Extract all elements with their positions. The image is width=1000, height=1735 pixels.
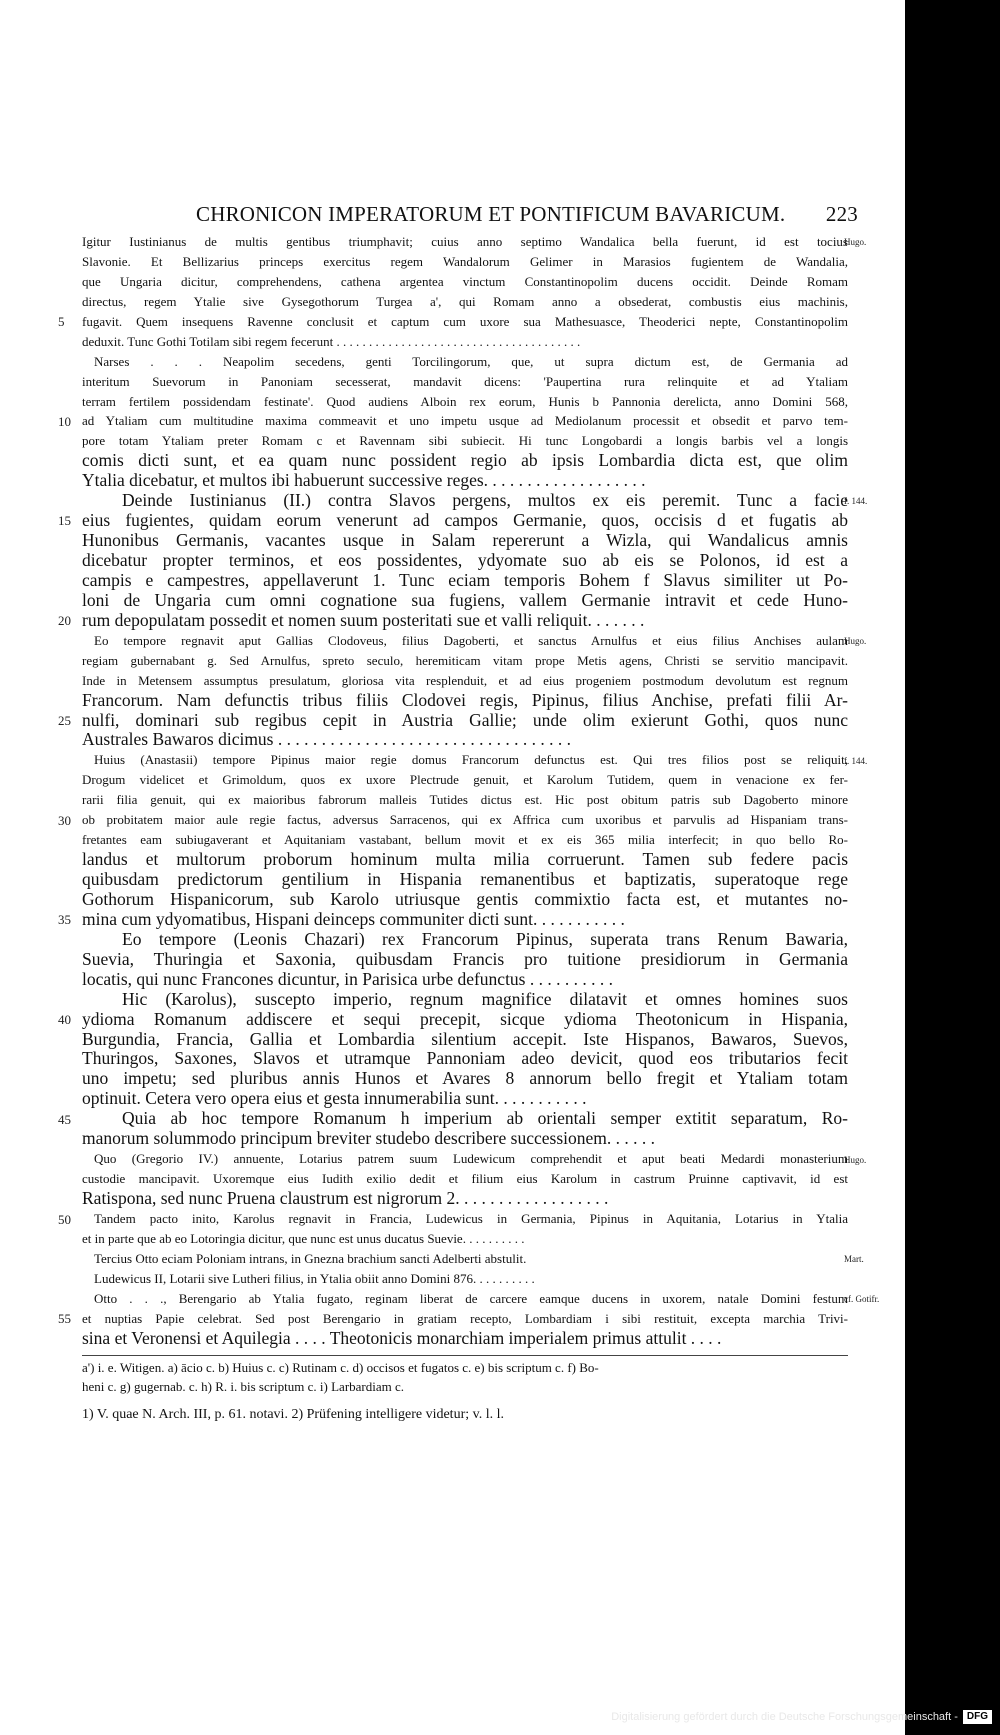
text-line: Ratispona, sed nunc Pruena claustrum est nigrorum 2. . . . . . . . . . . . . . . . . . [82,1189,609,1208]
text-line: Australes Bawaros dicimus . . . . . . . . . . . . . . . . . . . . . . . . . . . . . . . . . . [82,730,571,750]
chronicle-text [82,232,848,1349]
text-line: Huius (Anastasii) tempore Pipinus maior regie domus Francorum defunctus est. Qui tres filios post se reliquit, [94,752,848,768]
text-line: fugavit. Quem insequens Ravenne conclusit et captum cum uxore sua Mathesuasce, Theoderici nepte, Constantinopolim [82,313,848,329]
text-line: eius fugientes, quidam eorum venerunt ad campos Germanie, quos, occisis d et fugatis ab [82,511,848,531]
text-line: Burgundia, Francia, Gallia et Lombardia silentium accepit. Iste Hispanos, Bawaros, Suevos, [82,1029,848,1049]
margin-source-note: Mart. [844,1254,864,1265]
notes-separator [82,1355,848,1356]
line-number: 30 [58,812,71,828]
text-line: ydioma Romanum addiscere et sequi precepit, sicque ydioma Theotonicum in Hispania, [82,1009,848,1029]
text-line: quibusdam predictorum gentilium in Hispania remanentibus et baptizatis, superatoque rege [82,870,848,889]
text-line: Suevia, Thuringia et Saxonia, quibusdam Francis pro tuitione presidiorum in Germania [82,949,848,969]
text-line: Drogum videlicet et Grimoldum, quos ex uxore Plectrude genuit, et Karolum Tutidem, quem in venacione ex fer- [82,772,848,788]
text-line: Eo tempore regnavit aput Gallias Clodoveus, filius Dagoberti, et sanctus Arnulfus et eius filius Anchises aulam [94,632,848,648]
line-number: 55 [58,1311,71,1327]
running-title: CHRONICON IMPERATORUM ET PONTIFICUM BAVARICUM. [196,202,786,226]
line-number: 50 [58,1211,71,1227]
text-line: campis e campestres, appellaverunt 1. Tunc eciam temporis Bohem f Slavus similiter ut Po- [82,570,848,590]
text-line: Slavonie. Et Bellizarius princeps exercitus regem Wandalorum Gelimer in Marasios fugientem de Wandalia, [82,253,848,269]
margin-source-note: f. 144. [844,755,868,766]
text-line: Hunonibus Germanis, vacantes usque in Salam repererunt a Wizla, qui Wandalicus amnis [82,531,848,551]
text-line: Deinde Iustinianus (II.) contra Slavos pergens, multos ex eis peremit. Tunc a facie [122,491,848,511]
text-line: Tercius Otto eciam Poloniam intrans, in Gnezna brachium sancti Adelberti abstulit. [94,1250,527,1266]
text-line: dicebatur propter terminos, et eos possidentes, ydyomate suo ab eis se Polonos, id est a [82,551,848,570]
line-number: 15 [58,513,71,529]
text-line: Eo tempore (Leonis Chazari) rex Francorum Pipinus, superata trans Renum Bawaria, [122,929,848,949]
text-line: que Ungaria dicitur, comprehendens, cathena argentea vinctum Constantinopolim ducens occidit. Deinde Romam [82,273,848,289]
text-line: terram fertilem possidendam festinate'. Quod audiens Alboin rex eorum, Hunis b Pannonia derelicta, anno Domini 568, [82,393,848,409]
margin-source-note: Hugo. [844,1154,867,1165]
line-number: 40 [58,1012,71,1028]
line-number: 5 [58,313,65,329]
margin-source-note: Hugo. [844,237,867,247]
text-line: Gothorum Hispanicorum, sub Karolo utriusque gentis commixtio facta est, et mutantes no- [82,889,848,909]
text-line: regiam gubernabant g. Sed Arnulfus, spreto seculo, heremiticam vitam prope Metis agens, Christi se servitio mancipavit. [82,652,848,668]
dfg-logo: DFG [963,1710,992,1724]
text-line: Otto . . ., Berengario ab Ytalia fugato, reginam liberat de carcere eamque ducens in uxorem, natale Domini festum [94,1290,848,1306]
text-line: landus et multorum proborum hominum multa milia corruerunt. Tamen sub federe pacis [82,850,848,870]
text-line: Quia ab hoc tempore Romanum h imperium ab orientali semper extitit separatum, Ro- [122,1109,848,1129]
text-line: Igitur Iustinianus de multis gentibus triumphavit; cuius anno septimo Wandalica bella fuerunt, id est tocius [82,234,848,249]
margin-source-note: cf. Gotifr. [844,1294,880,1305]
text-line: et nuptias Papie celebrat. Sed post Berengario in gratiam recepto, Lombardiam i sibi restituit, excepta marchia Trivi- [82,1310,848,1326]
text-line: Narses . . . Neapolim secedens, genti Torcilingorum, que, ut supra dictum est, de Germania ad [94,353,848,369]
text-line: Ludewicus II, Lotarii sive Lutheri filius, in Ytalia obiit anno Domini 876. . . . . . . . . . [94,1270,535,1286]
text-line: Quo (Gregorio IV.) annuente, Lotarius patrem suum Ludewicum comprehendit et aput beati Medardi monasterium [94,1151,848,1167]
text-line: Francorum. Nam defunctis tribus filiis Clodovei regis, Pipinus, filius Anchise, prefati filii Ar- [82,690,848,710]
text-line: comis dicti sunt, et ea quam nunc possident regio ab ipsis Lombardia dicta est, que olim [82,451,848,471]
line-number: 45 [58,1111,71,1127]
text-line: locatis, qui nunc Francones dicuntur, in Parisica urbe defunctus . . . . . . . . . . [82,969,613,989]
text-line: loni de Ungaria cum omni cognatione sua fugiens, vallem Germanie intravit et cede Huno- [82,590,848,610]
variant-note-line: a') i. e. Witigen. a) ācio c. b) Huius c. c) Rutinam c. d) occisos et fugatos c. e) bis scriptum c. f) Bo- [82,1360,599,1375]
text-line: directus, regem Ytalie sive Gysegothorum Turgea a', qui Romam anno a obsederat, combustis eius machinis, [82,293,848,309]
line-number: 20 [58,613,71,629]
text-line: interitum Suevorum in Panoniam secesserat, mandavit dicens: 'Paupertina rura relinquite et ad Ytaliam [82,373,848,389]
text-line: deduxit. Tunc Gothi Totilam sibi regem fecerunt . . . . . . . . . . . . . . . . . . . . . . . . . . . . . . . . . . . . . . [82,333,581,349]
text-line: Thuringos, Saxones, Slavos et utramque Pannoniam adeo devicit, quod eos tributarios fecit [82,1049,848,1069]
line-number: 35 [58,912,71,928]
text-line: Hic (Karolus), suscepto imperio, regnum magnifice dilatavit et omnes homines suos [122,989,848,1009]
text-line: ad Ytaliam cum multitudine maxima commeavit et uno impetu usque ad Mediolanum processit et obsedit et parvo tem- [82,413,848,429]
margin-source-note: Hugo. [844,636,867,646]
digitization-credit [611,1709,992,1725]
text-line: mina cum ydyomatibus, Hispani deinceps communiter dicti sunt. . . . . . . . . . . [82,909,625,929]
text-line: nulfi, dominari sub regibus cepit in Austria Gallie; unde olim exierunt Gothi, quos nunc [82,710,848,730]
text-line: pore totam Ytaliam preter Romam c et Ravennam sibi subiecit. Hi tunc Longobardi a longis barbis vel a longis [82,433,848,449]
text-line: Tandem pacto inito, Karolus regnavit in Francia, Ludewicus in Germania, Pipinus in Aquitania, Lotarius in Ytalia [94,1210,848,1226]
line-number: 10 [58,413,71,429]
text-line: rarii filia genuit, qui ex maioribus fabrorum malleis Tutides dictus est. Hic post obitum patris sub Dagoberto minore [82,792,848,808]
text-line: Inde in Metensem assumptus presulatum, gloriosa vita resplenduit, et ad eius progeniem postmodum devolutum est regnum [82,672,848,688]
text-line: ob probitatem maior aule regie factus, adversus Sarracenos, qui ex Affrica cum uxoribus et parvulis ad Hispaniam trans- [82,812,848,828]
variant-notes [82,1358,848,1396]
margin-source-note: f. 144. [844,496,868,507]
text-line: fretantes eam subiugaverant et Aquitaniam vastabant, bellum movit et ex eis 365 milia interfecit; in quo bello Ro- [82,832,848,848]
variant-note-line: heni c. g) gugernab. c. h) R. i. bis scriptum c. i) Larbardiam c. [82,1379,405,1394]
text-line: sina et Veronensi et Aquilegia . . . . Theotonicis monarchiam imperialem primus attulit . . . . [82,1328,722,1348]
footnotes: 1) V. quae N. Arch. III, p. 61. notavi. 2) Prüfening intelligere videtur; v. l. l. [82,1407,504,1422]
line-number: 25 [58,712,71,728]
text-line: Ytalia dicebatur, et multos ibi habuerunt successive reges. . . . . . . . . . . . . . . . . . . [82,471,646,491]
text-line: optinuit. Cetera vero opera eius et gesta innumerabilia sunt. . . . . . . . . . . [82,1089,587,1109]
credit-text: Digitalisierung gefördert durch die Deutsche Forschungsgemeinschaft - [611,1711,958,1723]
text-line: manorum solummodo principum breviter studebo describere successionem. . . . . . [82,1129,655,1149]
text-line: custodie mancipavit. Uxoremque eius Iudith exilio dedit et filium eius Karolum in castrum Pruinne captivavit, id est [82,1171,848,1187]
page-number: 223 [825,202,858,226]
text-line: uno impetu; sed pluribus annis Hunos et Avares 8 annorum bello fregit et Ytaliam totam [82,1069,848,1089]
text-line: et in parte que ab eo Lotoringia dicitur, que nunc est unus ducatus Suevie. . . . . . . . . . [82,1230,525,1246]
text-line: rum depopulatam possedit et nomen suum posteritati sue et valli reliquit. . . . . . . [82,610,645,630]
